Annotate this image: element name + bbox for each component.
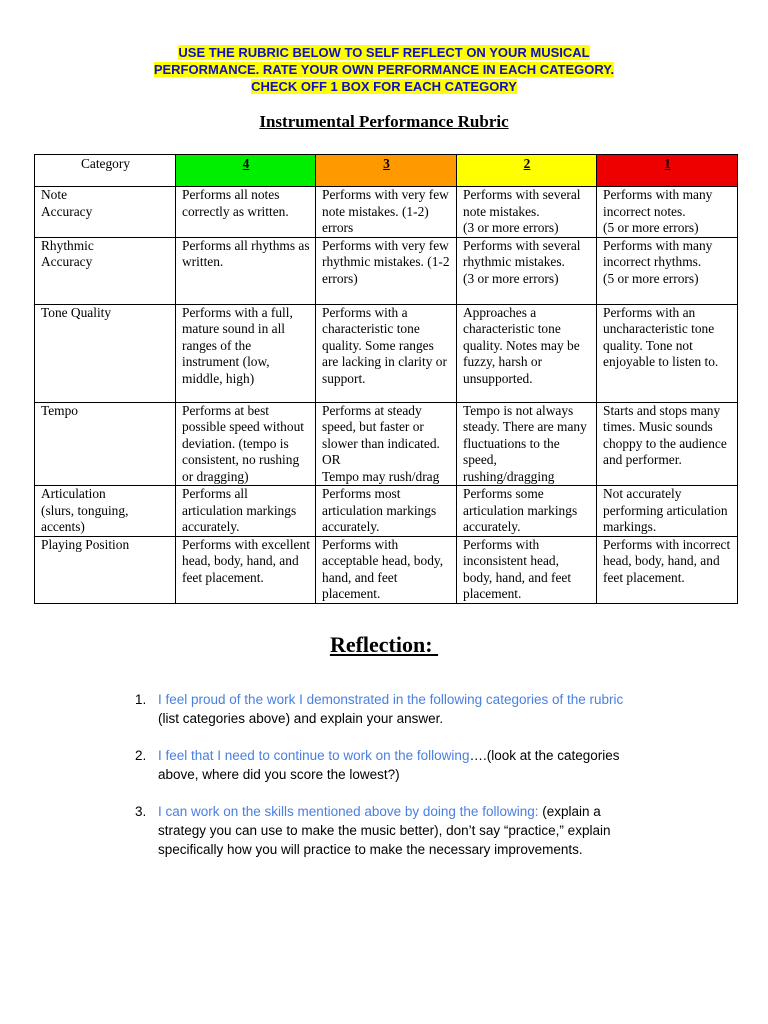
question-instruction: ….(look at the categories above, where did you score the lowest?) bbox=[158, 748, 620, 782]
rubric-row-rhythmic-accuracy bbox=[35, 237, 738, 304]
question-prompt: I feel proud of the work I demonstrated in the following categories of the rubric bbox=[158, 692, 624, 707]
category-cell: Tempo bbox=[35, 402, 176, 486]
header-level-3: 3 bbox=[316, 155, 457, 187]
reflection-questions bbox=[130, 690, 640, 877]
rubric-row-playing-position bbox=[35, 536, 738, 603]
rubric-cell[interactable]: Performs with several note mistakes. (3 or more errors) bbox=[457, 187, 597, 238]
rubric-cell[interactable]: Performs with acceptable head, body, hand, and feet placement. bbox=[316, 536, 457, 603]
rubric-cell[interactable]: Tempo is not always steady. There are many fluctuations to the speed, rushing/dragging bbox=[457, 402, 597, 486]
header-level-1: 1 bbox=[597, 155, 738, 187]
header-level-2: 2 bbox=[457, 155, 597, 187]
rubric-cell[interactable]: Not accurately performing articulation markings. bbox=[597, 486, 738, 537]
question-instruction: (list categories above) and explain your answer. bbox=[158, 711, 444, 726]
rubric-cell[interactable]: Performs some articulation markings accurately. bbox=[457, 486, 597, 537]
rubric-cell[interactable]: Performs with many incorrect notes. (5 or more errors) bbox=[597, 187, 738, 238]
rubric-cell[interactable]: Performs with a full, mature sound in all ranges of the instrument (low, middle, high) bbox=[176, 304, 316, 402]
rubric-cell[interactable]: Approaches a characteristic tone quality. Notes may be fuzzy, harsh or unsupported. bbox=[457, 304, 597, 402]
category-cell: Articulation (slurs, tonguing, accents) bbox=[35, 486, 176, 537]
question-number: 3. bbox=[135, 804, 147, 819]
question-prompt: I can work on the skills mentioned above by doing the following: bbox=[158, 804, 539, 819]
rubric-cell[interactable]: Performs with very few rhythmic mistakes. (1-2 errors) bbox=[316, 237, 457, 304]
category-cell: Rhythmic Accuracy bbox=[35, 237, 176, 304]
rubric-table bbox=[34, 154, 738, 604]
question-prompt: I feel that I need to continue to work on the following bbox=[158, 748, 470, 763]
reflection-title: Reflection: bbox=[329, 632, 439, 657]
rubric-cell[interactable]: Performs with an uncharacteristic tone quality. Tone not enjoyable to listen to. bbox=[597, 304, 738, 402]
rubric-cell[interactable]: Performs with a characteristic tone quality. Some ranges are lacking in clarity or support. bbox=[316, 304, 457, 402]
rubric-cell[interactable]: Performs at steady speed, but faster or slower than indicated. OR Tempo may rush/drag bbox=[316, 402, 457, 486]
rubric-cell[interactable]: Performs with several rhythmic mistakes. (3 or more errors) bbox=[457, 237, 597, 304]
rubric-title: Instrumental Performance Rubric bbox=[259, 112, 509, 131]
rubric-cell[interactable]: Performs all articulation markings accurately. bbox=[176, 486, 316, 537]
rubric-row-articulation bbox=[35, 486, 738, 537]
rubric-row-note-accuracy bbox=[35, 187, 738, 238]
rubric-cell[interactable]: Performs with inconsistent head, body, hand, and feet placement. bbox=[457, 536, 597, 603]
reflection-question-3 bbox=[130, 802, 640, 859]
category-cell: Tone Quality bbox=[35, 304, 176, 402]
question-number: 1. bbox=[135, 692, 147, 707]
rubric-row-tone-quality bbox=[35, 304, 738, 402]
instructions-line-3: CHECK OFF 1 BOX FOR EACH CATEGORY bbox=[251, 79, 517, 94]
rubric-cell[interactable]: Performs all rhythms as written. bbox=[176, 237, 316, 304]
category-cell: Playing Position bbox=[35, 536, 176, 603]
rubric-header-row bbox=[35, 155, 738, 187]
rubric-cell[interactable]: Performs with many incorrect rhythms. (5 or more errors) bbox=[597, 237, 738, 304]
rubric-cell[interactable]: Performs with excellent head, body, hand, and feet placement. bbox=[176, 536, 316, 603]
rubric-cell[interactable]: Starts and stops many times. Music sounds choppy to the audience and performer. bbox=[597, 402, 738, 486]
rubric-cell[interactable]: Performs with very few note mistakes. (1-2) errors bbox=[316, 187, 457, 238]
rubric-row-tempo bbox=[35, 402, 738, 486]
reflection-question-2 bbox=[130, 746, 640, 784]
header-category: Category bbox=[35, 155, 176, 187]
question-number: 2. bbox=[135, 748, 147, 763]
header-level-4: 4 bbox=[176, 155, 316, 187]
category-cell: Note Accuracy bbox=[35, 187, 176, 238]
instructions-banner bbox=[0, 44, 768, 95]
rubric-cell[interactable]: Performs most articulation markings accurately. bbox=[316, 486, 457, 537]
instructions-line-1: USE THE RUBRIC BELOW TO SELF REFLECT ON YOUR MUSICAL bbox=[178, 45, 590, 60]
reflection-question-1 bbox=[130, 690, 640, 728]
rubric-cell[interactable]: Performs at best possible speed without deviation. (tempo is consistent, no rushing or dragging) bbox=[176, 402, 316, 486]
rubric-cell[interactable]: Performs all notes correctly as written. bbox=[176, 187, 316, 238]
instructions-line-2: PERFORMANCE. RATE YOUR OWN PERFORMANCE IN EACH CATEGORY. bbox=[153, 62, 615, 77]
rubric-cell[interactable]: Performs with incorrect head, body, hand, and feet placement. bbox=[597, 536, 738, 603]
question-instruction: (explain a strategy you can use to make the music better), don’t say “practice,” explain specifically how you will practice to make the necessary improvements. bbox=[158, 804, 611, 857]
